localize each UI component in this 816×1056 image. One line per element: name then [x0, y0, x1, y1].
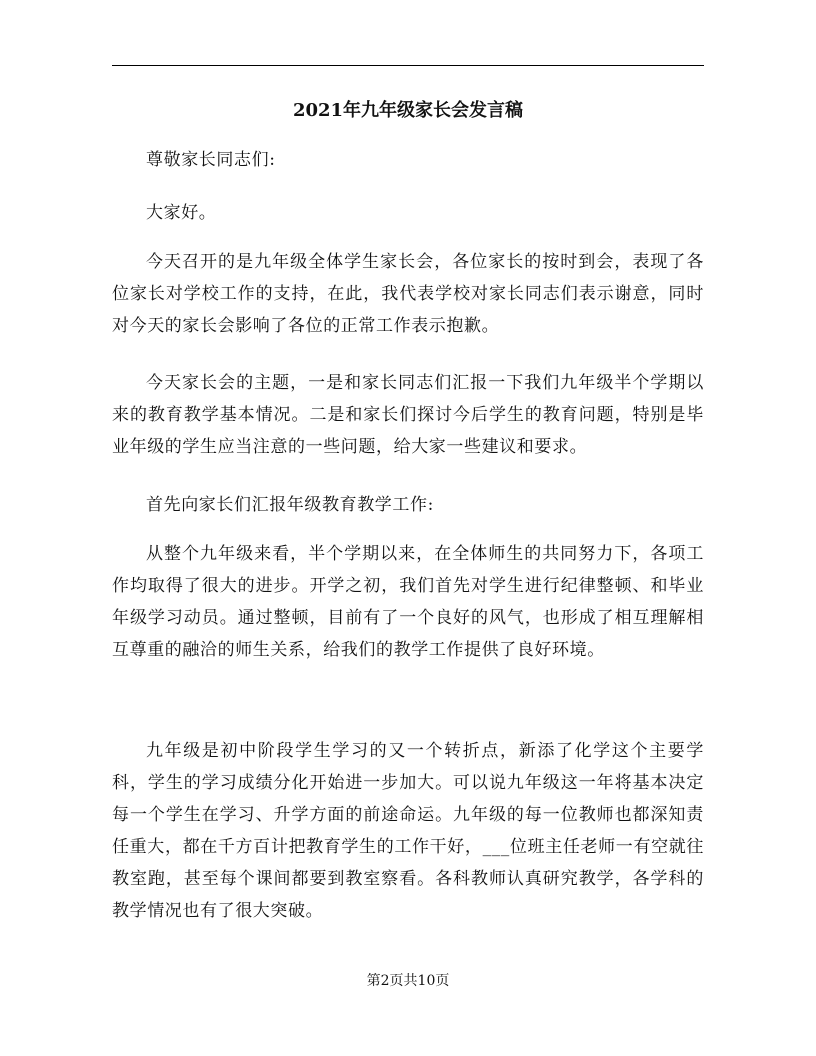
greeting-paragraph: 大家好。 [146, 203, 217, 223]
opening-paragraph: 今天召开的是九年级全体学生家长会，各位家长的按时到会，表现了各位家长对学校工作的支持，在此，我代表学校对家长同志们表示谢意，同时对今天的家长会影响了各位的正常工作表示抱歉。 [112, 252, 704, 336]
page-number: 第2页共10页 [366, 973, 450, 989]
salutation-paragraph: 尊敬家长同志们: [146, 150, 276, 170]
turning-point-paragraph: 九年级是初中阶段学生学习的又一个转折点，新添了化学这个主要学科，学生的学习成绩分化开始进一步加大。可以说九年级这一年将基本决定每一个学生在学习、升学方面的前途命运。九年级的每一位教师也都深知责任重大，都在千方百计把教育学生的工作干好，___位班主任老师一有空就往教室跑，甚至每个课间都要到教室察看。各科教师认真研究教学，各学科的教学情况也有了很大突破。 [112, 741, 704, 921]
progress-paragraph: 从整个九年级来看，半个学期以来，在全体师生的共同努力下，各项工作均取得了很大的进步。开学之初，我们首先对学生进行纪律整顿、和毕业年级学习动员。通过整顿，目前有了一个良好的风气，也形成了相互理解相互尊重的融洽的师生关系，给我们的教学工作提供了良好环境。 [112, 544, 704, 660]
document-title: 2021年九年级家长会发言稿 [292, 100, 524, 121]
header-rule [112, 65, 704, 66]
theme-paragraph: 今天家长会的主题，一是和家长同志们汇报一下我们九年级半个学期以来的教育教学基本情况。二是和家长们探讨今后学生的教育问题，特别是毕业年级的学生应当注意的一些问题，给大家一些建议和要求。 [112, 373, 704, 457]
report-intro-paragraph: 首先向家长们汇报年级教育教学工作: [146, 495, 434, 515]
